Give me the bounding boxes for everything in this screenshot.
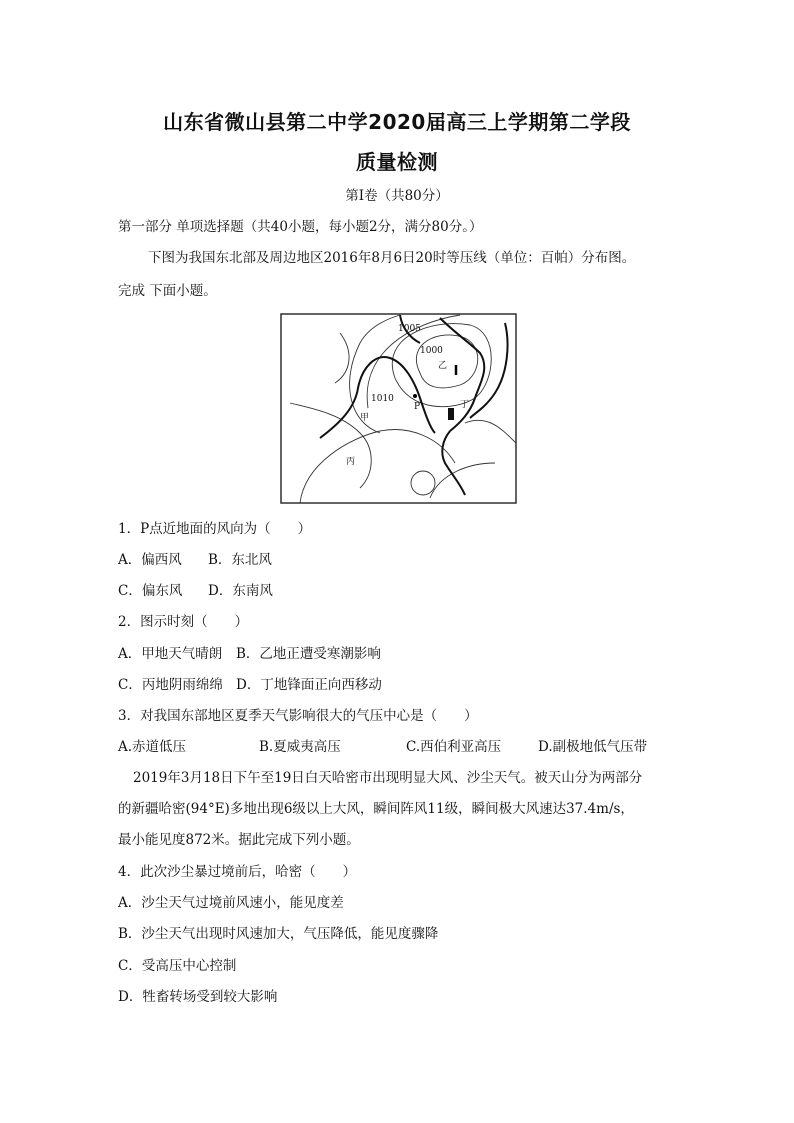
option-row <box>118 676 382 694</box>
volume-heading: 第Ⅰ卷（共80分） <box>345 188 449 204</box>
intro-text-line: 的新疆哈密(94°E)多地出现6级以上大风，瞬间阵风11级，瞬间极大风速达37.4m/s， <box>118 801 634 817</box>
label-p: P <box>414 402 421 412</box>
isobar-label-1010: 1010 <box>371 394 394 404</box>
intro-text-line: 最小能见度872米。据此完成下列小题。 <box>118 832 360 848</box>
option-c: C．受高压中心控制 <box>118 958 237 974</box>
option-b: B．东北风 <box>208 552 272 568</box>
intro-text-line: 完成 下面小题。 <box>118 283 217 299</box>
isobar-label-1005: 1005 <box>398 324 421 334</box>
option-row <box>118 582 273 600</box>
point-p <box>413 394 417 398</box>
front-marker <box>448 408 454 420</box>
option-row <box>118 551 272 569</box>
exam-title: 山东省微山县第二中学2020届高三上学期第二学段 <box>163 110 631 134</box>
label-bing: 丙 <box>346 457 356 467</box>
option-b: B．沙尘天气出现时风速加大，气压降低，能见度骤降 <box>118 926 439 942</box>
option-a: A．甲地天气晴朗 <box>118 646 223 662</box>
intro-text-line: 2019年3月18日下午至19日白天哈密市出现明显大风、沙尘天气。被天山分为两部分 <box>133 770 643 786</box>
option-d: D.副极地低气压带 <box>538 739 648 755</box>
label-ding: 丁 <box>460 400 470 410</box>
option-d: D．丁地锋面正向西移动 <box>236 677 382 693</box>
label-jia: 甲 <box>360 413 370 423</box>
label-yi: 乙 <box>438 361 448 371</box>
isobar-label-1000: 1000 <box>420 346 443 356</box>
option-c: C.西伯利亚高压 <box>406 739 502 755</box>
question-stem: 4．此次沙尘暴过境前后，哈密（ ） <box>118 864 357 880</box>
option-d: D．东南风 <box>208 583 273 599</box>
option-a: A．偏西风 <box>118 552 182 568</box>
isobar-map-figure <box>280 313 517 504</box>
option-a: A.赤道低压 <box>118 739 187 755</box>
option-b: B．乙地正遭受寒潮影响 <box>236 646 381 662</box>
question-stem: 2．图示时刻（ ） <box>118 614 249 630</box>
exam-subtitle: 质量检测 <box>356 150 438 174</box>
option-row <box>118 645 381 663</box>
question-stem: 3．对我国东部地区夏季天气影响很大的气压中心是（ ） <box>118 708 478 724</box>
option-b: B.夏威夷高压 <box>259 739 341 755</box>
option-c: C．偏东风 <box>118 583 183 599</box>
intro-text-line: 下图为我国东北部及周边地区2016年8月6日20时等压线（单位：百帕）分布图。 <box>148 250 636 266</box>
option-c: C．丙地阴雨绵绵 <box>118 677 223 693</box>
question-stem: 1．P点近地面的风向为（ ） <box>118 521 312 537</box>
option-a: A．沙尘天气过境前风速小，能见度差 <box>118 895 344 911</box>
part-heading: 第一部分 单项选择题（共40小题，每小题2分，满分80分。） <box>118 219 483 235</box>
option-d: D．牲畜转场受到较大影响 <box>118 989 278 1005</box>
option-row <box>118 738 647 756</box>
